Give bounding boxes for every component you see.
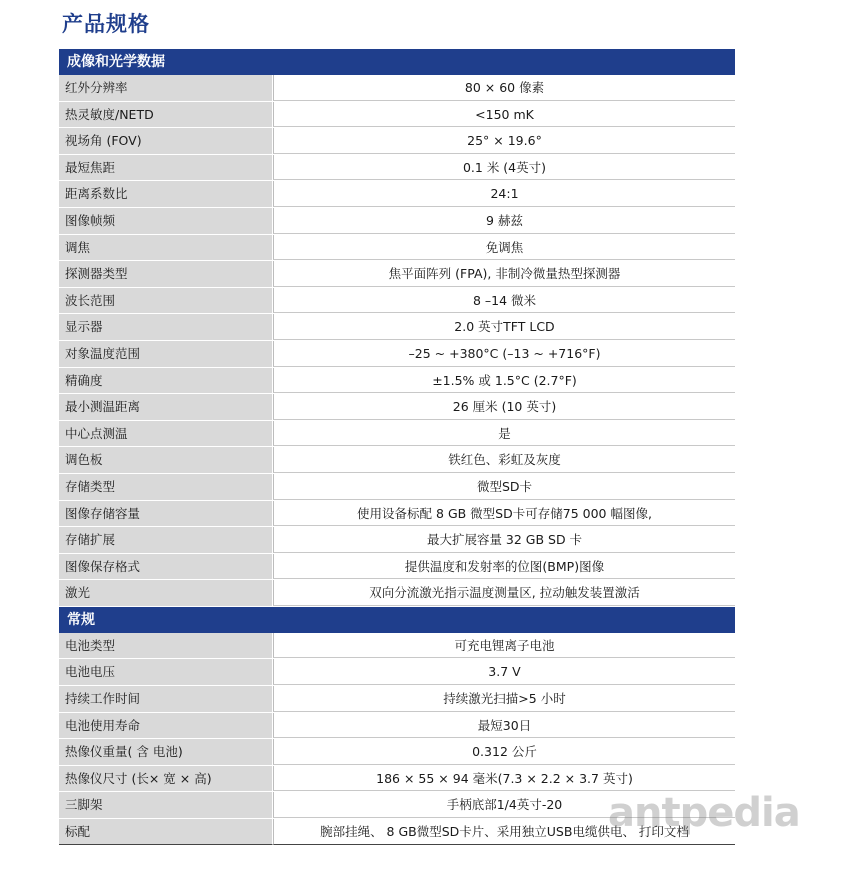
spec-value: 0.312 公斤: [273, 739, 735, 765]
spec-label: 红外分辨率: [59, 75, 273, 101]
table-row: [59, 474, 735, 501]
table-row: [59, 394, 735, 421]
spec-label: 电池类型: [59, 633, 273, 659]
spec-value: 0.1 米 (4英寸): [273, 155, 735, 181]
table-row: [59, 659, 735, 686]
spec-label: 图像保存格式: [59, 554, 273, 580]
spec-value: 最短30日: [273, 713, 735, 739]
spec-value: 使用设备标配 8 GB 微型SD卡可存储75 000 幅图像,: [273, 501, 735, 527]
spec-label: 热像仪尺寸 (长× 宽 × 高): [59, 766, 273, 792]
spec-label: 标配: [59, 819, 273, 845]
spec-value: 提供温度和发射率的位图(BMP)图像: [273, 554, 735, 580]
spec-value: 双向分流激光指示温度测量区, 拉动触发装置激活: [273, 580, 735, 606]
section-header: 常规: [59, 607, 735, 633]
spec-label: 电池电压: [59, 659, 273, 685]
table-row: [59, 75, 735, 102]
spec-value: <150 mK: [273, 102, 735, 128]
watermark-logo: antpedia: [608, 790, 800, 836]
table-row: [59, 155, 735, 182]
spec-label: 持续工作时间: [59, 686, 273, 712]
spec-value: 186 × 55 × 94 毫米(7.3 × 2.2 × 3.7 英寸): [273, 766, 735, 792]
table-row: [59, 713, 735, 740]
spec-value: –25 ~ +380°C (–13 ~ +716°F): [273, 341, 735, 367]
table-row: [59, 686, 735, 713]
spec-label: 对象温度范围: [59, 341, 273, 367]
spec-label: 图像存储容量: [59, 501, 273, 527]
table-row: [59, 501, 735, 528]
table-row: [59, 633, 735, 660]
table-row: [59, 208, 735, 235]
spec-value: 微型SD卡: [273, 474, 735, 500]
spec-value: 可充电锂离子电池: [273, 633, 735, 659]
page-title: 产品规格: [62, 12, 150, 36]
spec-label: 视场角 (FOV): [59, 128, 273, 154]
spec-label: 波长范围: [59, 288, 273, 314]
spec-value: 是: [273, 421, 735, 447]
spec-value: 免调焦: [273, 235, 735, 261]
spec-value: 3.7 V: [273, 659, 735, 685]
spec-value: ±1.5% 或 1.5°C (2.7°F): [273, 368, 735, 394]
spec-table: [59, 49, 735, 846]
spec-label: 调色板: [59, 447, 273, 473]
spec-value: 最大扩展容量 32 GB SD 卡: [273, 527, 735, 553]
table-row: [59, 766, 735, 793]
spec-label: 显示器: [59, 314, 273, 340]
spec-value: 9 赫兹: [273, 208, 735, 234]
spec-label: 存储扩展: [59, 527, 273, 553]
spec-value: 腕部挂绳、 8 GB微型SD卡片、采用独立USB电缆供电、 打印文档: [273, 819, 735, 845]
section-header: 成像和光学数据: [59, 49, 735, 75]
spec-value: 80 × 60 像素: [273, 75, 735, 101]
table-row: [59, 181, 735, 208]
spec-label: 调焦: [59, 235, 273, 261]
table-row: [59, 421, 735, 448]
table-row: [59, 261, 735, 288]
table-row: [59, 235, 735, 262]
table-row: [59, 314, 735, 341]
spec-label: 存储类型: [59, 474, 273, 500]
table-row: [59, 739, 735, 766]
spec-value: 持续激光扫描>5 小时: [273, 686, 735, 712]
spec-value: 24:1: [273, 181, 735, 207]
table-row: [59, 527, 735, 554]
spec-value: 手柄底部1/4英寸-20: [273, 792, 735, 818]
spec-value: 2.0 英寸TFT LCD: [273, 314, 735, 340]
spec-label: 三脚架: [59, 792, 273, 818]
spec-value: 铁红色、彩虹及灰度: [273, 447, 735, 473]
spec-label: 距离系数比: [59, 181, 273, 207]
table-row: [59, 580, 735, 607]
table-row: [59, 447, 735, 474]
spec-label: 电池使用寿命: [59, 713, 273, 739]
table-row: [59, 128, 735, 155]
spec-value: 8 –14 微米: [273, 288, 735, 314]
spec-label: 中心点测温: [59, 421, 273, 447]
table-row: [59, 368, 735, 395]
table-row: [59, 554, 735, 581]
spec-label: 探测器类型: [59, 261, 273, 287]
spec-value: 25° × 19.6°: [273, 128, 735, 154]
table-row: [59, 288, 735, 315]
spec-value: 焦平面阵列 (FPA), 非制冷微量热型探测器: [273, 261, 735, 287]
spec-label: 最短焦距: [59, 155, 273, 181]
table-row: [59, 102, 735, 129]
spec-label: 图像帧频: [59, 208, 273, 234]
spec-label: 热灵敏度/NETD: [59, 102, 273, 128]
spec-label: 最小测温距离: [59, 394, 273, 420]
spec-label: 热像仪重量( 含 电池): [59, 739, 273, 765]
spec-value: 26 厘米 (10 英寸): [273, 394, 735, 420]
table-row: [59, 341, 735, 368]
spec-label: 激光: [59, 580, 273, 606]
spec-label: 精确度: [59, 368, 273, 394]
